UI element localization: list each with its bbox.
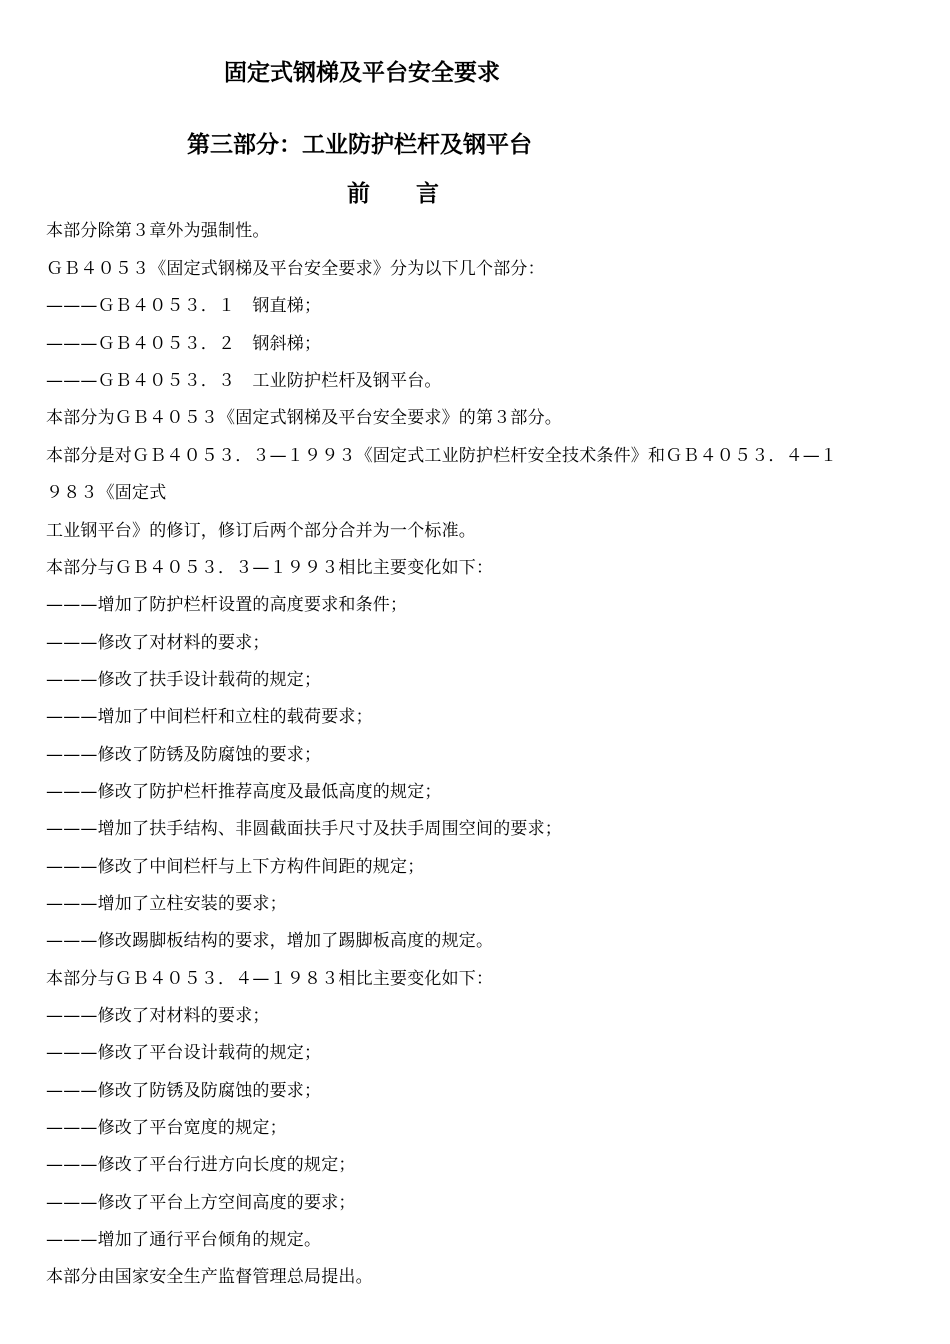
list-item: ———修改了扶手设计载荷的规定；: [46, 670, 322, 690]
paragraph-line: ＧＢ４０５３《固定式钢梯及平台安全要求》分为以下几个部分：: [46, 259, 545, 279]
list-item: ———修改了对材料的要求；: [46, 1006, 270, 1026]
list-item: ———修改了平台上方空间高度的要求；: [46, 1193, 356, 1213]
list-item: ———修改踢脚板结构的要求，增加了踢脚板高度的规定。: [46, 931, 494, 951]
list-item: ———修改了防锈及防腐蚀的要求；: [46, 745, 322, 765]
paragraph-line: 本部分与ＧＢ４０５３．３—１９９３相比主要变化如下：: [46, 558, 494, 578]
paragraph-line: ９８３《固定式: [46, 483, 167, 503]
list-item: ———修改了平台行进方向长度的规定；: [46, 1155, 356, 1175]
list-item: ———增加了中间栏杆和立柱的载荷要求；: [46, 707, 373, 727]
list-item: ———ＧＢ４０５３．３ 工业防护栏杆及钢平台。: [46, 371, 442, 391]
list-item: ———增加了立柱安装的要求；: [46, 894, 287, 914]
list-item: ———修改了平台宽度的规定；: [46, 1118, 287, 1138]
document-title: 固定式钢梯及平台安全要求: [224, 60, 500, 86]
list-item: ———修改了中间栏杆与上下方构件间距的规定；: [46, 857, 425, 877]
list-item: ———增加了扶手结构、非圆截面扶手尺寸及扶手周围空间的要求；: [46, 819, 562, 839]
paragraph-line: 工业钢平台》的修订，修订后两个部分合并为一个标准。: [46, 521, 476, 541]
paragraph-line: 本部分由国家安全生产监督管理总局提出。: [46, 1267, 373, 1287]
section-heading-foreword: 前 言: [347, 181, 439, 207]
list-item: ———修改了对材料的要求；: [46, 633, 270, 653]
paragraph-line: 本部分是对ＧＢ４０５３．３—１９９３《固定式工业防护栏杆安全技术条件》和ＧＢ４０５３．４—１: [46, 446, 838, 466]
paragraph-line: 本部分为ＧＢ４０５３《固定式钢梯及平台安全要求》的第３部分。: [46, 408, 562, 428]
paragraph-line: 本部分与ＧＢ４０５３．４—１９８３相比主要变化如下：: [46, 969, 494, 989]
list-item: ———增加了防护栏杆设置的高度要求和条件；: [46, 595, 408, 615]
list-item: ———增加了通行平台倾角的规定。: [46, 1230, 322, 1250]
list-item: ———修改了防锈及防腐蚀的要求；: [46, 1081, 322, 1101]
paragraph-line: 本部分除第３章外为强制性。: [46, 221, 270, 241]
list-item: ———修改了防护栏杆推荐高度及最低高度的规定；: [46, 782, 442, 802]
list-item: ———修改了平台设计载荷的规定；: [46, 1043, 322, 1063]
list-item: ———ＧＢ４０５３．２ 钢斜梯；: [46, 334, 322, 354]
list-item: ———ＧＢ４０５３．１ 钢直梯；: [46, 296, 322, 316]
document-subtitle: 第三部分：工业防护栏杆及钢平台: [187, 132, 532, 158]
